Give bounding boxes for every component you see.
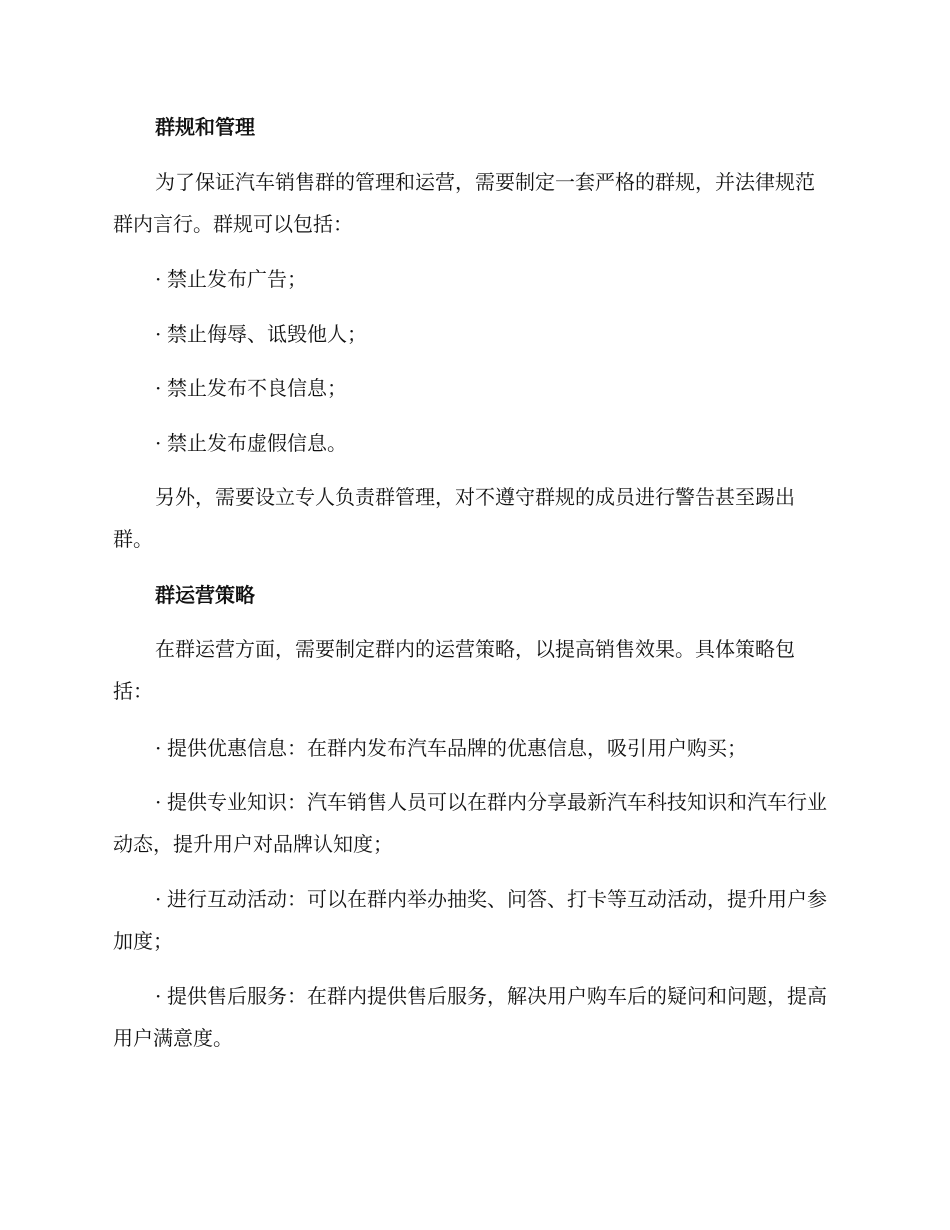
rule-list-item: [155, 429, 347, 457]
rule-list-item: [155, 320, 367, 348]
bullet-dot: ·: [155, 790, 162, 814]
section1-closing-paragraph: 另外，需要设立专人负责群管理，对不遵守群规的成员进行警告甚至踢出群。: [113, 485, 795, 551]
bullet-dot: ·: [155, 887, 162, 911]
bullet-dot: ·: [155, 984, 162, 1008]
rule-text: 禁止发布不良信息；: [167, 376, 347, 400]
strategy-text: 提供专业知识：汽车销售人员可以在群内分享最新汽车科技知识和汽车行业动态，提升用户对品牌认知度；: [113, 790, 827, 856]
bullet-dot: ·: [155, 267, 162, 291]
bullet-dot: ·: [155, 322, 162, 346]
strategy-list-item: [113, 975, 833, 1059]
bullet-dot: ·: [155, 376, 162, 400]
strategy-list-item: [155, 734, 747, 762]
rule-list-item: [155, 265, 307, 293]
strategy-text: 进行互动活动：可以在群内举办抽奖、问答、打卡等互动活动，提升用户参加度；: [113, 887, 827, 953]
rule-text: 禁止发布广告；: [167, 267, 307, 291]
rule-list-item: [155, 374, 347, 402]
rule-text: 禁止侮辱、诋毁他人；: [167, 322, 367, 346]
strategy-list-item: [113, 878, 833, 962]
section-heading-group-rules: 群规和管理: [155, 115, 255, 139]
section2-intro-paragraph: 在群运营方面，需要制定群内的运营策略，以提高销售效果。具体策略包括：: [113, 637, 795, 703]
section1-intro-paragraph: 为了保证汽车销售群的管理和运营，需要制定一套严格的群规，并法律规范群内言行。群规可以包括：: [113, 170, 815, 236]
strategy-text: 提供售后服务：在群内提供售后服务，解决用户购车后的疑问和问题，提高用户满意度。: [113, 984, 827, 1050]
strategy-list-item: [113, 781, 833, 865]
rule-text: 禁止发布虚假信息。: [167, 431, 347, 455]
section-heading-operation-strategy: 群运营策略: [155, 583, 255, 607]
bullet-dot: ·: [155, 431, 162, 455]
bullet-dot: ·: [155, 736, 162, 760]
strategy-text: 提供优惠信息：在群内发布汽车品牌的优惠信息，吸引用户购买；: [167, 736, 747, 760]
